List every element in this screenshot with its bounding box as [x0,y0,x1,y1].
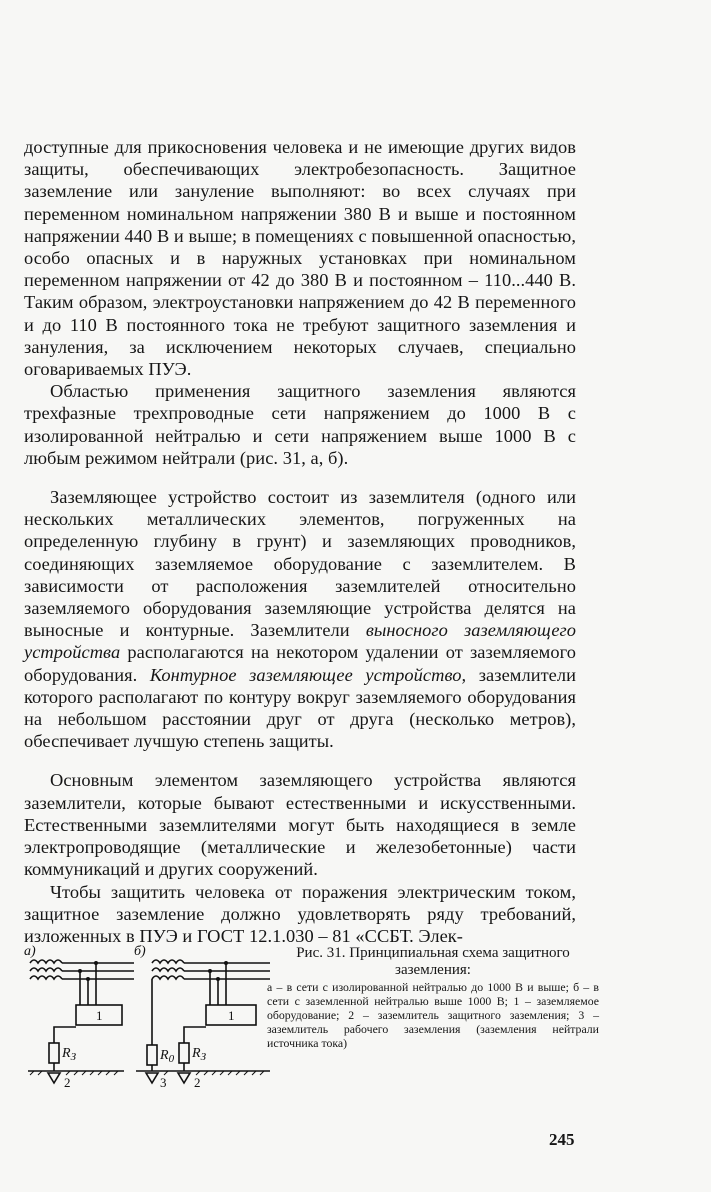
figure-31 [24,945,599,1095]
diagram-a-label: а) [24,945,36,959]
paragraph-2: Областью применения защитного заземления являются трехфазные трехпроводные сети напряжением до 1000 В с изолированной нейтралью и сети напряжением выше 1000 В с любым режимом нейтрали (рис. 31, а, б). [24,381,576,468]
paragraph-3-text-1: Заземляющее устройство состоит из заземлителя (одного или нескольких металлических элементов, погруженных на определенную глубину в грунт) и заземляющих проводников, соединяющих заземляемое оборудование с заземлителем. В зависимости от расположения заземлителей относительно заземляемого оборудования заземляющие устройства делятся на выносные и контурные. Заземлители [24,487,576,641]
equipment-label-b: 1 [228,1008,235,1023]
ground-electrode-2-b-label: 2 [194,1075,201,1090]
resistor-r3-b-label: $R_З$ [192,1046,207,1063]
paragraph-4: Основным элементом заземляющего устройства являются заземлители, которые бывают естественными и искусственными. Естественными заземлителями могут быть находящиеся в земле электропроводящие (металлические и железобетонные) части коммуникаций и других сооружений. [24,770,576,880]
body-text [24,136,576,947]
paragraph-3-text-2: располагаются на некотором удалении от заземляемого оборудования. [24,642,576,685]
paragraph-3 [24,486,576,752]
ground-electrode-2-a-label: 2 [64,1075,71,1090]
figure-caption [267,945,599,1050]
ground-electrode-3-label: 3 [160,1075,167,1090]
paragraph-1: доступные для прикосновения человека и не имеющие других видов защиты, обеспечивающих электробезопасность. Защитное заземление или зануление выполняют: во всех случаях при переменном номинальном напряжении 380 В и выше и постоянном напряжении 440 В и выше; в помещениях с повышенной опасностью, особо опасных и в наружных установках при номинальном переменном напряжении от 42 до 380 В и постоянном – 110...440 В. Таким образом, электроустановки напряжением до 42 В переменного и до 110 В постоянного тока не требуют защитного заземления и зануления, за исключением некоторых случаев, специально оговариваемых ПУЭ. [24,137,576,380]
diagram-b-label: б) [134,945,146,959]
grounding-schematic [24,945,274,1095]
caption-body: а – в сети с изолированной нейтралью до 1000 В и выше; б – в сети с заземленной нейтралью выше 1000 В; 1 – заземляемое оборудование; 2 – заземлитель защитного заземления; 3 – заземлитель рабочего заземления (заземления нейтрали источника тока) [267,980,599,1050]
caption-title: Рис. 31. Принципиальная схема защитного заземления: [296,945,570,978]
paragraph-3-italic-1: выносного заземляющего устройства [24,620,577,663]
resistor-r3-a-label: $R_З$ [62,1046,77,1063]
paragraph-3-italic-2: Контурное заземляющее устройство, [149,664,467,685]
page-number: 245 [549,1130,575,1149]
resistor-r0-label: $R_0$ [160,1048,175,1065]
equipment-label-a: 1 [96,1008,103,1023]
paragraph-5: Чтобы защитить человека от поражения электрическим током, защитное заземление должно удовлетворять ряду требований, изложенных в ПУЭ и ГОСТ 12.1.030 – 81 «ССБТ. Элек- [24,881,576,946]
paragraph-3-text-3: заземлители которого располагают по контуру вокруг заземляемого оборудования на небольшом расстоянии друг от друга (несколько метров), обеспечивает лучшую степень защиты. [24,664,577,752]
